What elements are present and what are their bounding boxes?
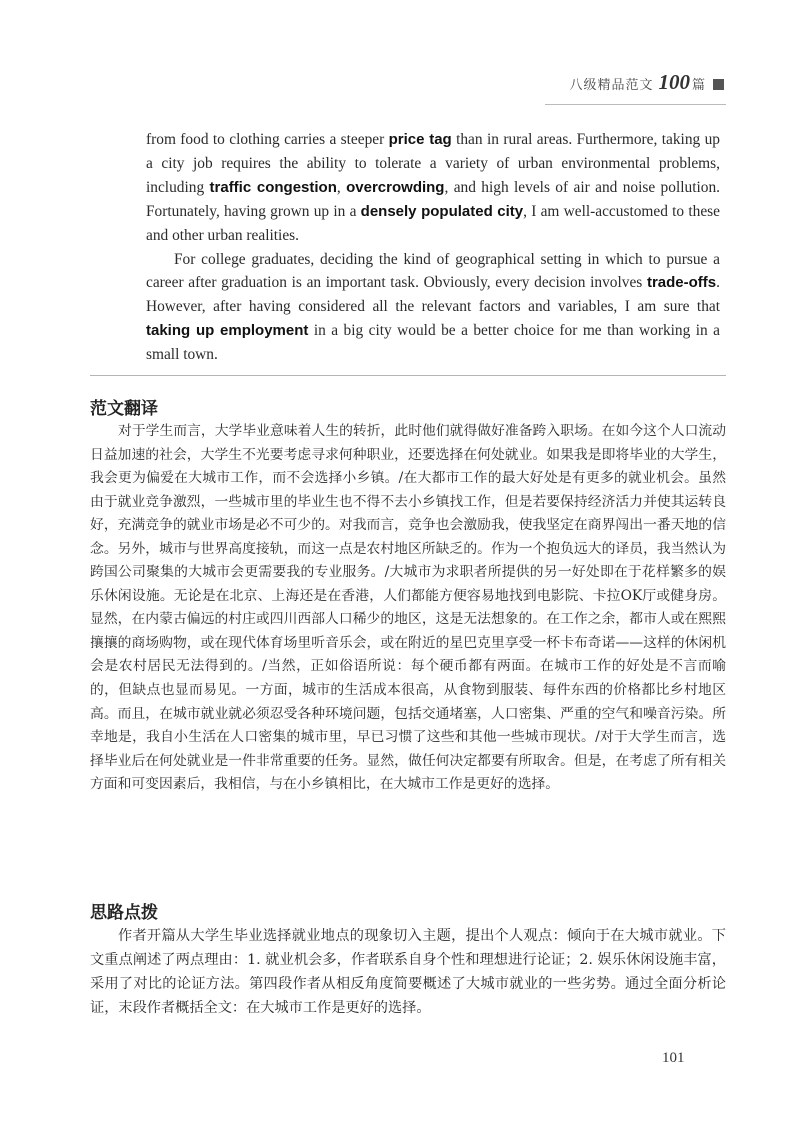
- key-term: densely populated city: [360, 202, 524, 220]
- page-number: 101: [662, 1050, 685, 1066]
- essay-text: For college graduates, deciding the kind of geographical setting in which to pursue a career after graduation is an important task. Obviously, every decision involves: [146, 250, 720, 292]
- essay-text: , I am well-accustomed to these and other urban realities.: [146, 202, 720, 244]
- tips-body: [90, 924, 726, 1020]
- running-header: [569, 70, 724, 95]
- essay-text: from food to clothing carries a steeper: [146, 131, 389, 148]
- essay-text: ,: [336, 178, 347, 196]
- running-header-suffix: 篇: [691, 78, 705, 93]
- section-divider: [90, 375, 726, 376]
- essay-text: , and high levels of air and noise pollution. Fortunately, having grown up in a: [146, 178, 720, 220]
- tips-paragraph: 作者开篇从大学生毕业选择就业地点的现象切入主题，提出个人观点：倾向于在大城市就业。下文重点阐述了两点理由：1. 就业机会多，作者联系自身个性和理想进行论证；2. 娱乐休闲设施丰富，采用了对比的论证方法。第四段作者从相反角度简要概述了大城市就业的一些劣势。通过全面分析论证，末段作者概括全文：在大城市工作是更好的选择。: [90, 928, 726, 1016]
- essay-text: than in rural areas. Furthermore, taking up a city job requires the ability to tolerate a variety of urban environmental problems, including: [146, 131, 720, 196]
- key-term: price tag: [388, 131, 452, 148]
- key-term: traffic congestion: [209, 178, 337, 196]
- essay-text: . However, after having considered all the relevant factors and variables, I am sure that: [146, 274, 720, 316]
- key-term: trade-offs: [646, 274, 717, 292]
- header-rule: [545, 104, 726, 105]
- essay-continuation: [146, 128, 720, 367]
- translation-paragraph: 对于学生而言，大学毕业意味着人生的转折，此时他们就得做好准备跨入职场。在如今这个人口流动日益加速的社会，大学生不光要考虑寻求何种职业，还要选择在何处就业。如果我是即将毕业的大学生，我会更为偏爱在大城市工作，而不会选择小乡镇。/在大都市工作的最大好处是有更多的就业机会。虽然由于就业竞争激烈，一些城市里的毕业生也不得不去小乡镇找工作，但是若要保持经济活力并使其运转良好，充满竞争的就业市场是必不可少的。对我而言，竞争也会激励我，使我坚定在商界闯出一番天地的信念。另外，城市与世界高度接轨，而这一点是农村地区所缺乏的。作为一个抱负远大的译员，我当然认为跨国公司聚集的大城市会更需要我的专业服务。/大城市为求职者所提供的另一好处即在于花样繁多的娱乐休闲设施。无论是在北京、上海还是在香港，人们都能方便容易地找到电影院、卡拉OK厅或健身房。显然，在内蒙古偏远的村庄或四川西部人口稀少的地区，这是无法想象的。在工作之余，都市人或在熙熙攘攘的商场购物，或在现代体育场里听音乐会，或在附近的星巴克里享受一杯卡布奇诺——这样的休闲机会是农村居民无法得到的。/当然，正如俗语所说：每个硬币都有两面。在城市工作的好处是不言而喻的，但缺点也显而易见。一方面，城市的生活成本很高，从食物到服装、每件东西的价格都比乡村地区高。而且，在城市就业就必须忍受各种环境问题，包括交通堵塞，人口密集、严重的空气和噪音污染。所幸地是，我自小生活在人口密集的城市里，早已习惯了这些和其他一些城市现状。/对于大学生而言，选择毕业后在何处就业是一件非常重要的任务。显然，做任何决定都要有所取舍。但是，在考虑了所有相关方面和可变因素后，我相信，与在小乡镇相比，在大城市工作是更好的选择。: [90, 423, 726, 793]
- essay-paragraph-2: [146, 248, 720, 368]
- header-square-icon: [713, 79, 724, 90]
- running-header-text: 八级精品范文: [569, 78, 654, 93]
- key-term: overcrowding: [346, 178, 445, 196]
- essay-text: in a big city would be a better choice for me than working in a small town.: [146, 322, 721, 364]
- essay-paragraph-1: [146, 128, 720, 248]
- running-header-number: 100: [658, 70, 690, 94]
- key-term: taking up employment: [146, 322, 309, 340]
- translation-body: [90, 420, 726, 797]
- translation-heading: 范文翻译: [90, 399, 158, 419]
- tips-heading: 思路点拨: [90, 903, 158, 923]
